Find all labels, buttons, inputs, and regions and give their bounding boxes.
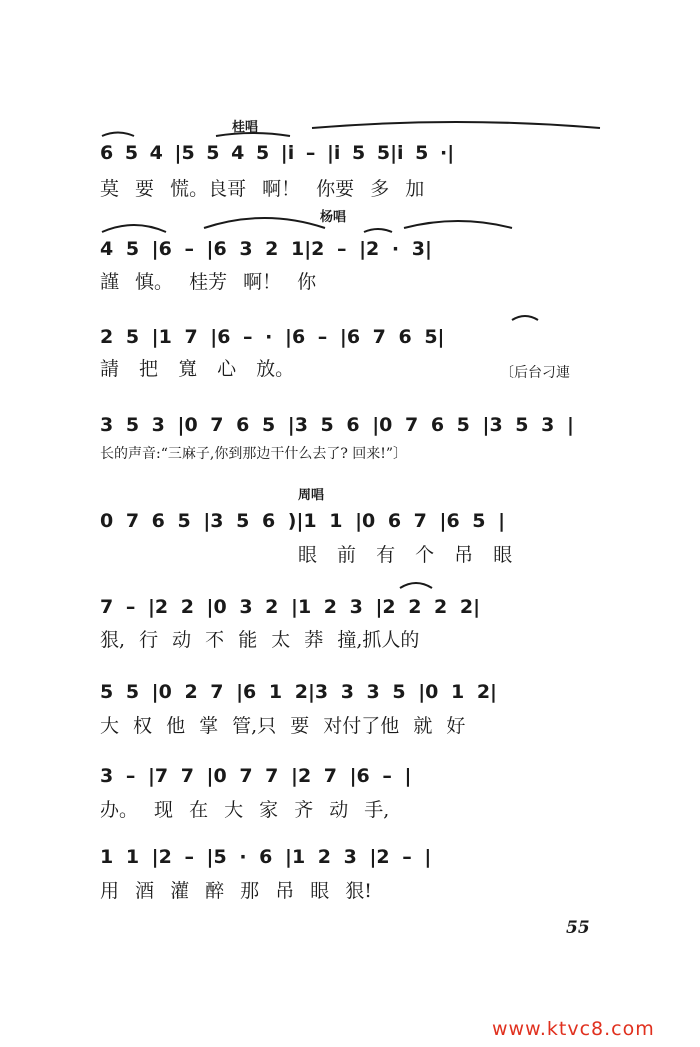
lyric-row: 办。 现 在 大 家 齐 动 手, (100, 799, 390, 821)
stage-cue: 〔后台刁連 (500, 365, 570, 381)
role-label: 桂唱 (232, 120, 259, 135)
slur-mark (312, 122, 600, 128)
notation-row: 5 5 |0 2 7 |6 1 2|3 3 3 5 |0 1 2| (100, 681, 497, 703)
watermark-link[interactable]: www.ktvc8.com (492, 1018, 655, 1040)
notation-row: 7 – |2 2 |0 3 2 |1 2 3 |2 2 2 2| (100, 596, 481, 618)
role-label: 杨唱 (320, 210, 347, 225)
lyric-row: 大 权 他 掌 管,只 要 对付了他 就 好 (100, 715, 466, 737)
page-number: 55 (566, 918, 590, 938)
slur-mark (404, 221, 512, 228)
lyric-row: 眼 前 有 个 吊 眼 (298, 544, 513, 566)
lyric-row: 用 酒 灌 醉 那 吊 眼 狠! (100, 880, 372, 902)
slur-mark (102, 133, 134, 137)
slur-mark (102, 225, 166, 232)
notation-row: 3 5 3 |0 7 6 5 |3 5 6 |0 7 6 5 |3 5 3 | (100, 414, 574, 436)
notation-row: 4 5 |6 – |6 3 2 1|2 – |2 · 3| (100, 238, 432, 260)
stage-cue: 长的声音:“三麻子,你到那边干什么去了? 回来!”〕 (100, 446, 408, 462)
notation-row: 6 5 4 |5 5 4 5 |i – |i 5 5|i 5 ·| (100, 142, 455, 164)
slur-mark (512, 316, 538, 320)
notation-row: 0 7 6 5 |3 5 6 )|1 1 |0 6 7 |6 5 | (100, 510, 506, 532)
slur-mark (204, 218, 325, 228)
notation-row: 2 5 |1 7 |6 – · |6 – |6 7 6 5| (100, 326, 445, 348)
lyric-row: 謹 慎。 桂芳 啊！ 你 (100, 271, 317, 293)
notation-row: 1 1 |2 – |5 · 6 |1 2 3 |2 – | (100, 846, 432, 868)
slur-mark (400, 583, 432, 588)
role-label: 周唱 (298, 488, 325, 503)
notation-row: 3 – |7 7 |0 7 7 |2 7 |6 – | (100, 765, 412, 787)
lyric-row: 狠, 行 动 不 能 太 莽 撞,抓人的 (100, 629, 420, 651)
slur-mark (364, 229, 392, 232)
lyric-row: 莫 要 慌。良哥 啊！ 你要 多 加 (100, 178, 425, 200)
lyric-row: 請 把 寬 心 放。 (100, 358, 295, 380)
